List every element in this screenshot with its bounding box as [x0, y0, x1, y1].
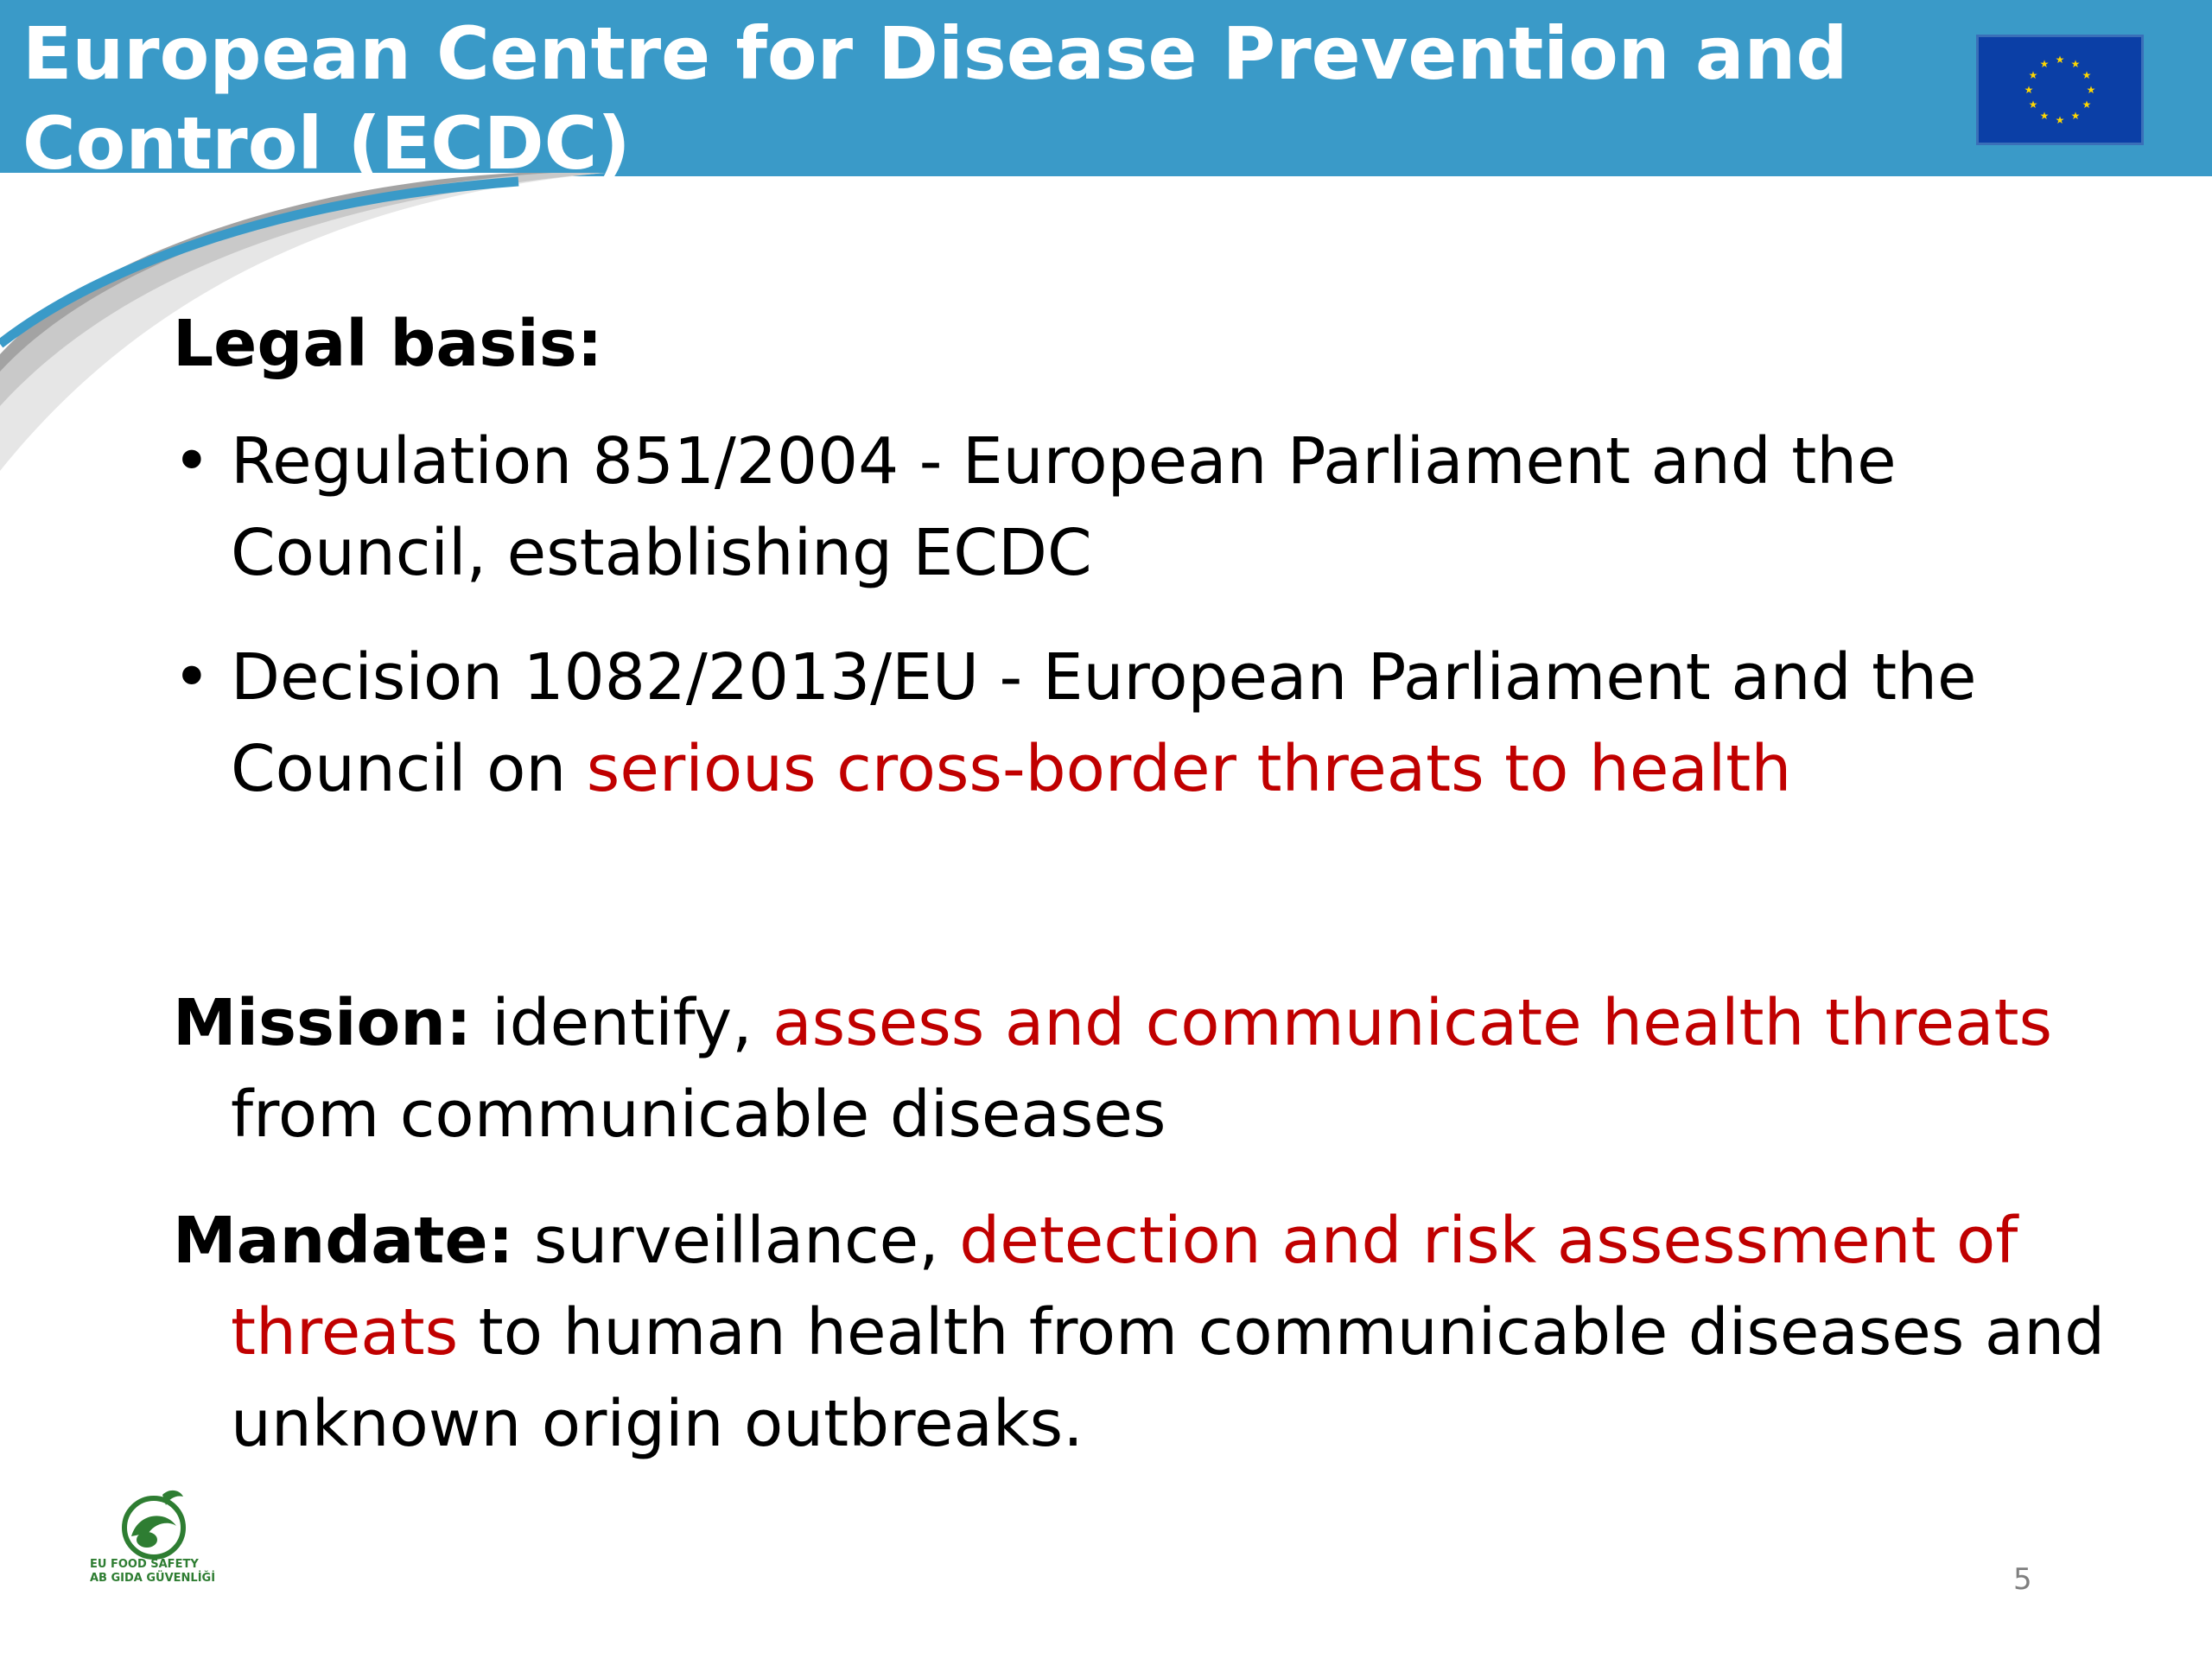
- regulation-text: Regulation 851/2004 - European Parliament and the Council, establishing ECDC: [231, 424, 1897, 590]
- eu-flag-icon: [1976, 35, 2144, 145]
- svg-text:★: ★: [2039, 110, 2050, 122]
- mission-text-after: from communicable diseases: [231, 1077, 1166, 1152]
- mandate-highlight: detection and risk assessment of threats: [231, 1204, 2018, 1370]
- list-item: [173, 632, 2126, 815]
- svg-text:★: ★: [2070, 110, 2081, 122]
- svg-text:★: ★: [2055, 114, 2065, 126]
- svg-text:★: ★: [2082, 69, 2092, 81]
- page-number: 5: [2013, 1562, 2032, 1597]
- svg-text:★: ★: [2070, 58, 2081, 70]
- mandate-text-before: surveillance,: [513, 1204, 960, 1278]
- mission-highlight: assess and communicate health threats: [772, 986, 2053, 1060]
- list-item: [173, 416, 2126, 599]
- svg-text:★: ★: [2082, 99, 2092, 111]
- logo-text: [90, 1558, 228, 1586]
- legal-basis-heading: Legal basis:: [173, 307, 603, 381]
- mission-paragraph: [173, 977, 2126, 1160]
- slide-content: [173, 298, 2126, 1504]
- mission-text-before: identify,: [471, 986, 773, 1060]
- svg-text:★: ★: [2039, 58, 2050, 70]
- bullet-icon: •: [173, 640, 211, 715]
- svg-text:★: ★: [2028, 69, 2038, 81]
- page-title: European Centre for Disease Prevention and Control (ECDC): [22, 11, 1848, 186]
- mandate-paragraph: [173, 1195, 2126, 1470]
- legal-basis-list: [173, 416, 2126, 815]
- svg-text:★: ★: [2024, 84, 2034, 96]
- logo-line-1: EU FOOD SAFETY: [90, 1558, 199, 1571]
- svg-text:★: ★: [2086, 84, 2096, 96]
- spacer: [173, 848, 2126, 977]
- mandate-label: Mandate:: [173, 1204, 514, 1278]
- mandate-text-after: to human health from communicable diseases and unknown origin outbreaks.: [231, 1295, 2106, 1461]
- svg-text:★: ★: [2055, 54, 2065, 66]
- decision-highlight: serious cross-border threats to health: [586, 732, 1792, 806]
- svg-text:★: ★: [2028, 99, 2038, 111]
- mission-label: Mission:: [173, 986, 472, 1060]
- logo-line-2: AB GIDA GÜVENLİĞİ: [90, 1572, 216, 1585]
- bullet-icon: •: [173, 424, 211, 499]
- decision-text: Decision 1082/2013/EU - European Parliament and the Council on: [231, 640, 1977, 806]
